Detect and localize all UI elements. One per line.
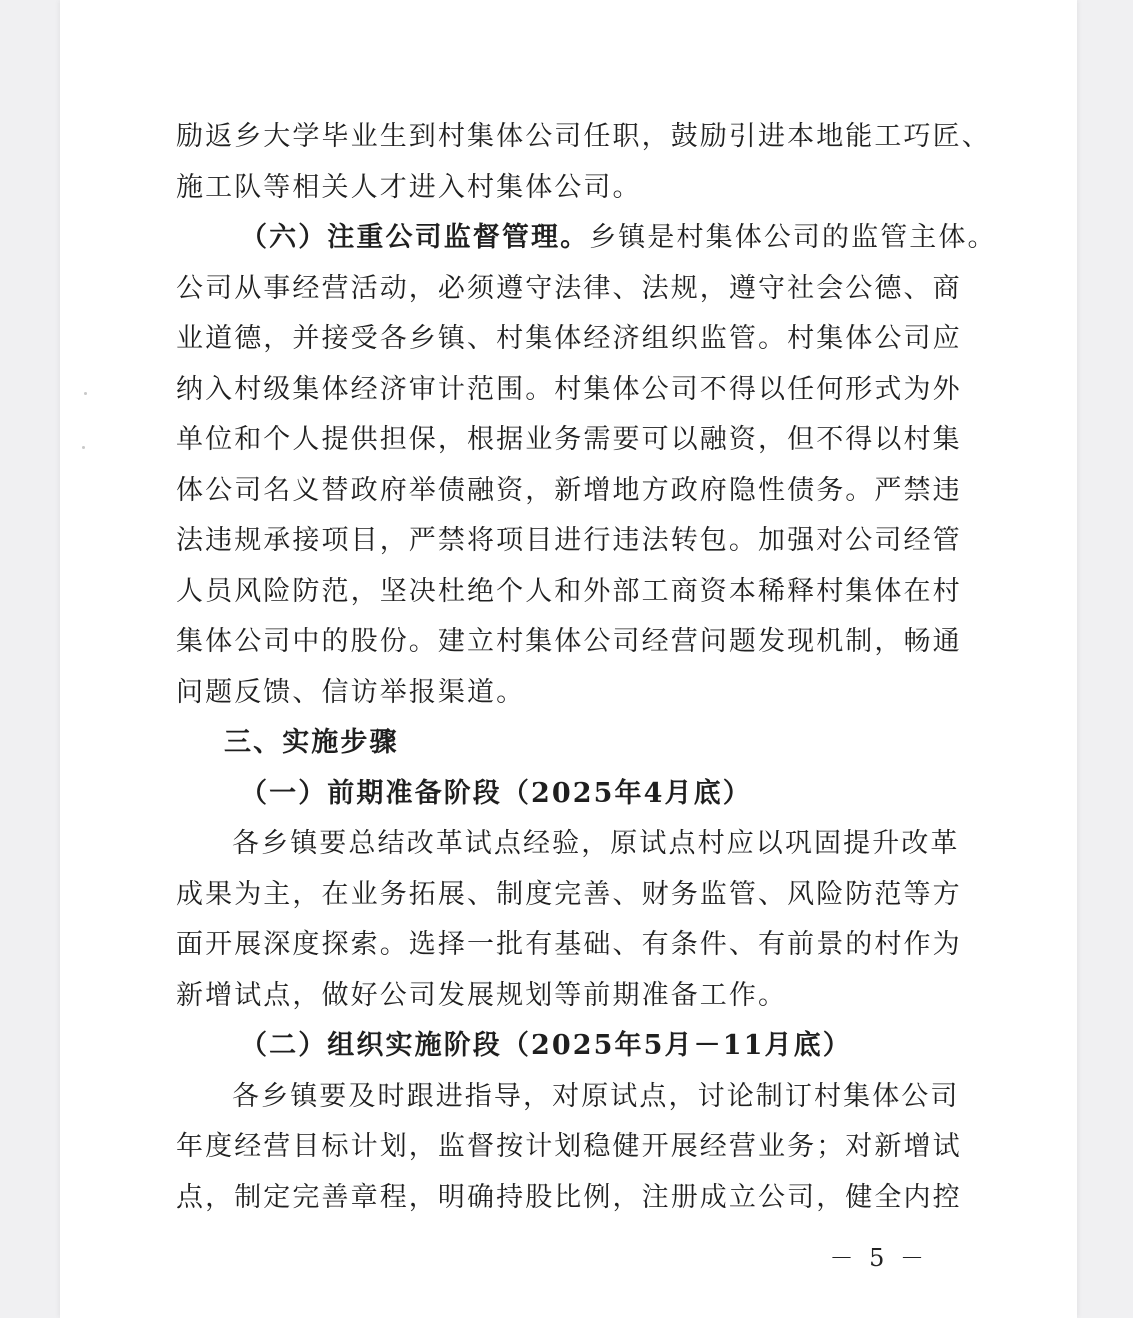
scan-speck <box>82 446 85 449</box>
body-line: 体公司名义替政府举债融资，新增地方政府隐性债务。严禁违 <box>176 474 962 506</box>
body-line: 业道德，并接受各乡镇、村集体经济组织监管。村集体公司应 <box>176 323 962 354</box>
section-six-heading: （六）注重公司监督管理。 <box>240 222 590 253</box>
body-line: 集体公司中的股份。建立村集体公司经营问题发现机制，畅通 <box>176 626 962 657</box>
body-line: 年度经营目标计划，监督按计划稳健开展经营业务；对新增试 <box>176 1131 962 1162</box>
body-line: 法违规承接项目，严禁将项目进行违法转包。加强对公司经管 <box>176 525 962 556</box>
body-line: 纳入村级集体经济审计范围。村集体公司不得以任何形式为外 <box>176 373 962 405</box>
body-line: 各乡镇要及时跟进指导，对原试点，讨论制订村集体公司 <box>232 1080 960 1112</box>
body-line: 各乡镇要总结改革试点经验，原试点村应以巩固提升改革 <box>232 828 960 859</box>
body-line: 施工队等相关人才进入村集体公司。 <box>176 171 642 203</box>
scan-speck <box>84 392 87 395</box>
section-three-heading: 三、实施步骤 <box>224 727 399 758</box>
page-number: － 5 － <box>829 1244 928 1272</box>
stage-two-heading: （二）组织实施阶段（2025年5月－11月底） <box>240 1030 852 1061</box>
body-line: 励返乡大学毕业生到村集体公司任职，鼓励引进本地能工巧匠、 <box>176 121 991 152</box>
body-line: 成果为主，在业务拓展、制度完善、财务监管、风险防范等方 <box>176 878 962 910</box>
body-line: 面开展深度探索。选择一批有基础、有条件、有前景的村作为 <box>176 929 962 960</box>
body-line: 新增试点，做好公司发展规划等前期准备工作。 <box>176 979 788 1011</box>
body-line: 单位和个人提供担保，根据业务需要可以融资，但不得以村集 <box>176 424 962 455</box>
document-body <box>176 112 997 1223</box>
body-line: 问题反馈、信访举报渠道。 <box>176 676 526 708</box>
body-line: 公司从事经营活动，必须遵守法律、法规，遵守社会公德、商 <box>176 272 962 304</box>
section-six-line: （六）注重公司监督管理。乡镇是村集体公司的监管主体。 <box>240 222 997 253</box>
body-line: 点，制定完善章程，明确持股比例，注册成立公司，健全内控 <box>176 1181 962 1213</box>
body-line: 人员风险防范，坚决杜绝个人和外部工商资本稀释村集体在村 <box>176 575 962 607</box>
stage-one-heading: （一）前期准备阶段（2025年4月底） <box>240 777 752 809</box>
